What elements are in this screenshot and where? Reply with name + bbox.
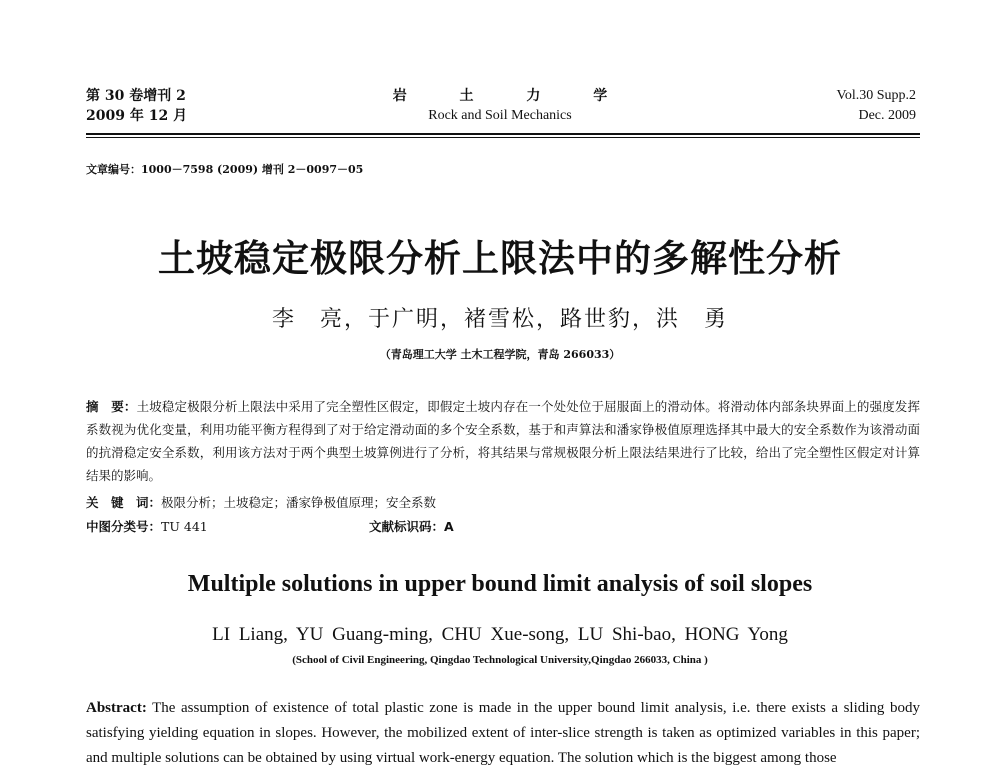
authors-cn: 李 亮，于广明，褚雪松，路世豹，洪 勇 xyxy=(271,307,728,332)
date-cn: 2009 年 12 月 xyxy=(86,108,188,124)
journal-name-en: Rock and Soil Mechanics xyxy=(428,108,572,123)
clc-code: TU 441 xyxy=(161,519,208,534)
article-number xyxy=(86,161,363,177)
doc-code: A xyxy=(444,519,454,534)
keywords xyxy=(86,493,436,511)
abstract-cn xyxy=(86,395,920,487)
classification xyxy=(86,517,454,535)
journal-name-cn: 岩 土 力 学 xyxy=(392,88,632,104)
abstract-en-text: The assumption of existence of total plastic zone is made in the upper bound limit analysis, i.e. there exists a sliding body satisfying yielding equation in slopes. However, the mobilized extent of inter-slice strength is taken as optimized variables in this paper; and multiple solutions can be obtained by using virtual work-energy equation. The solution which is the biggest among those xyxy=(86,700,920,766)
header-rule-thick xyxy=(86,133,920,135)
affiliation-en: (School of Civil Engineering, Qingdao Technological University,Qingdao 266033, China ) xyxy=(292,654,708,666)
article-number-value: 1000－7598 (2009) 增刊 2－0097－05 xyxy=(141,163,364,176)
keywords-label: 关 键 词： xyxy=(86,495,162,510)
volume-en: Vol.30 Supp.2 xyxy=(836,88,916,103)
journal-issue-en xyxy=(837,86,916,126)
header-rule-thin xyxy=(86,137,920,138)
keywords-text: 极限分析；土坡稳定；潘家铮极值原理；安全系数 xyxy=(161,495,437,510)
authors-en: LI Liang, YU Guang-ming, CHU Xue-song, LU Shi-bao, HONG Yong xyxy=(212,624,788,645)
paper-title-en: Multiple solutions in upper bound limit analysis of soil slopes xyxy=(187,571,813,597)
abstract-cn-label: 摘 要： xyxy=(86,399,137,414)
date-en: Dec. 2009 xyxy=(858,108,916,123)
volume-cn: 第 30 卷增刊 2 xyxy=(86,88,186,104)
paper-title-cn: 土坡稳定极限分析上限法中的多解性分析 xyxy=(158,237,842,280)
doc-code-label: 文献标识码： xyxy=(369,519,445,534)
abstract-en-label: Abstract: xyxy=(86,700,147,716)
abstract-cn-text: 土坡稳定极限分析上限法中采用了完全塑性区假定，即假定土坡内存在一个处处位于屈服面上的滑动体。将滑动体内部条块界面上的强度发挥系数视为优化变量，利用功能平衡方程得到了对于给定滑动面的多个安全系数，基于和声算法和潘家铮极值原理选择其中最大的安全系数作为该滑动面的抗滑稳定安全系数，利用该方法对于两个典型土坡算例进行了分析，将其结果与常规极限分析上限法结果进行了比较，给出了完全塑性区假定对计算结果的影响。 xyxy=(86,399,920,483)
clc-label: 中图分类号： xyxy=(86,519,162,534)
article-number-label: 文章编号： xyxy=(86,163,141,176)
affiliation-cn: （青岛理工大学 土木工程学院，青岛 266033） xyxy=(379,348,621,361)
